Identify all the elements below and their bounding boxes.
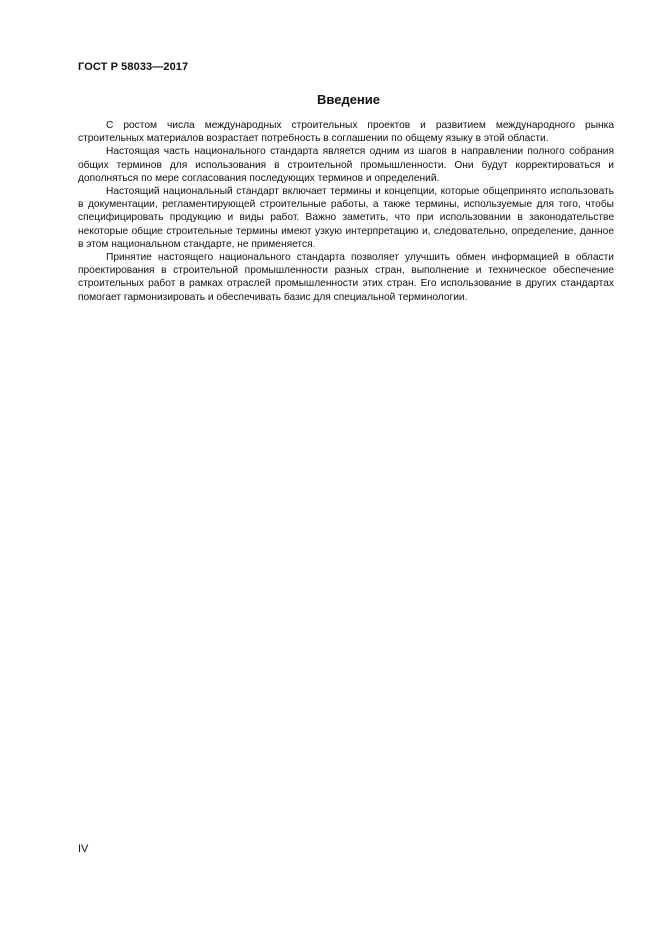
introduction-body <box>78 119 614 304</box>
page-number: IV <box>78 843 89 855</box>
paragraph: С ростом числа международных строительных проектов и развитием международного рынка строительных материалов возрастает потребность в соглашении по общему языку в этой области. <box>78 120 614 145</box>
section-title <box>0 92 661 107</box>
document-code-header: ГОСТ Р 58033—2017 <box>78 61 189 73</box>
paragraph: Настоящая часть национального стандарта является одним из шагов в направлении полного собрания общих терминов для использования в строительной промышленности. Они будут корректироваться и дополняться по мере согласования последующих терминов и определений. <box>78 146 614 184</box>
section-title-text: Введение <box>317 92 380 107</box>
paragraph: Принятие настоящего национального стандарта позволяет улучшить обмен информацией в области проектирования в строительной промышленности разных стран, выполнение и техническое обеспечение строительных работ в рамках отраслей промышленности этих стран. Его использование в других стандартах помогает гармонизировать и обеспечивать базис для специальной терминологии. <box>78 252 614 303</box>
paragraph: Настоящий национальный стандарт включает термины и концепции, которые общепринято использовать в документации, регламентирующей строительные работы, а также термины, используемые для того, чтобы специфицировать продукцию и виды работ. Важно заметить, что при использовании в законодательстве некоторые общие строительные термины имеют узкую интерпретацию и, следовательно, определение, данное в этом национальном стандарте, не применяется. <box>78 186 614 250</box>
